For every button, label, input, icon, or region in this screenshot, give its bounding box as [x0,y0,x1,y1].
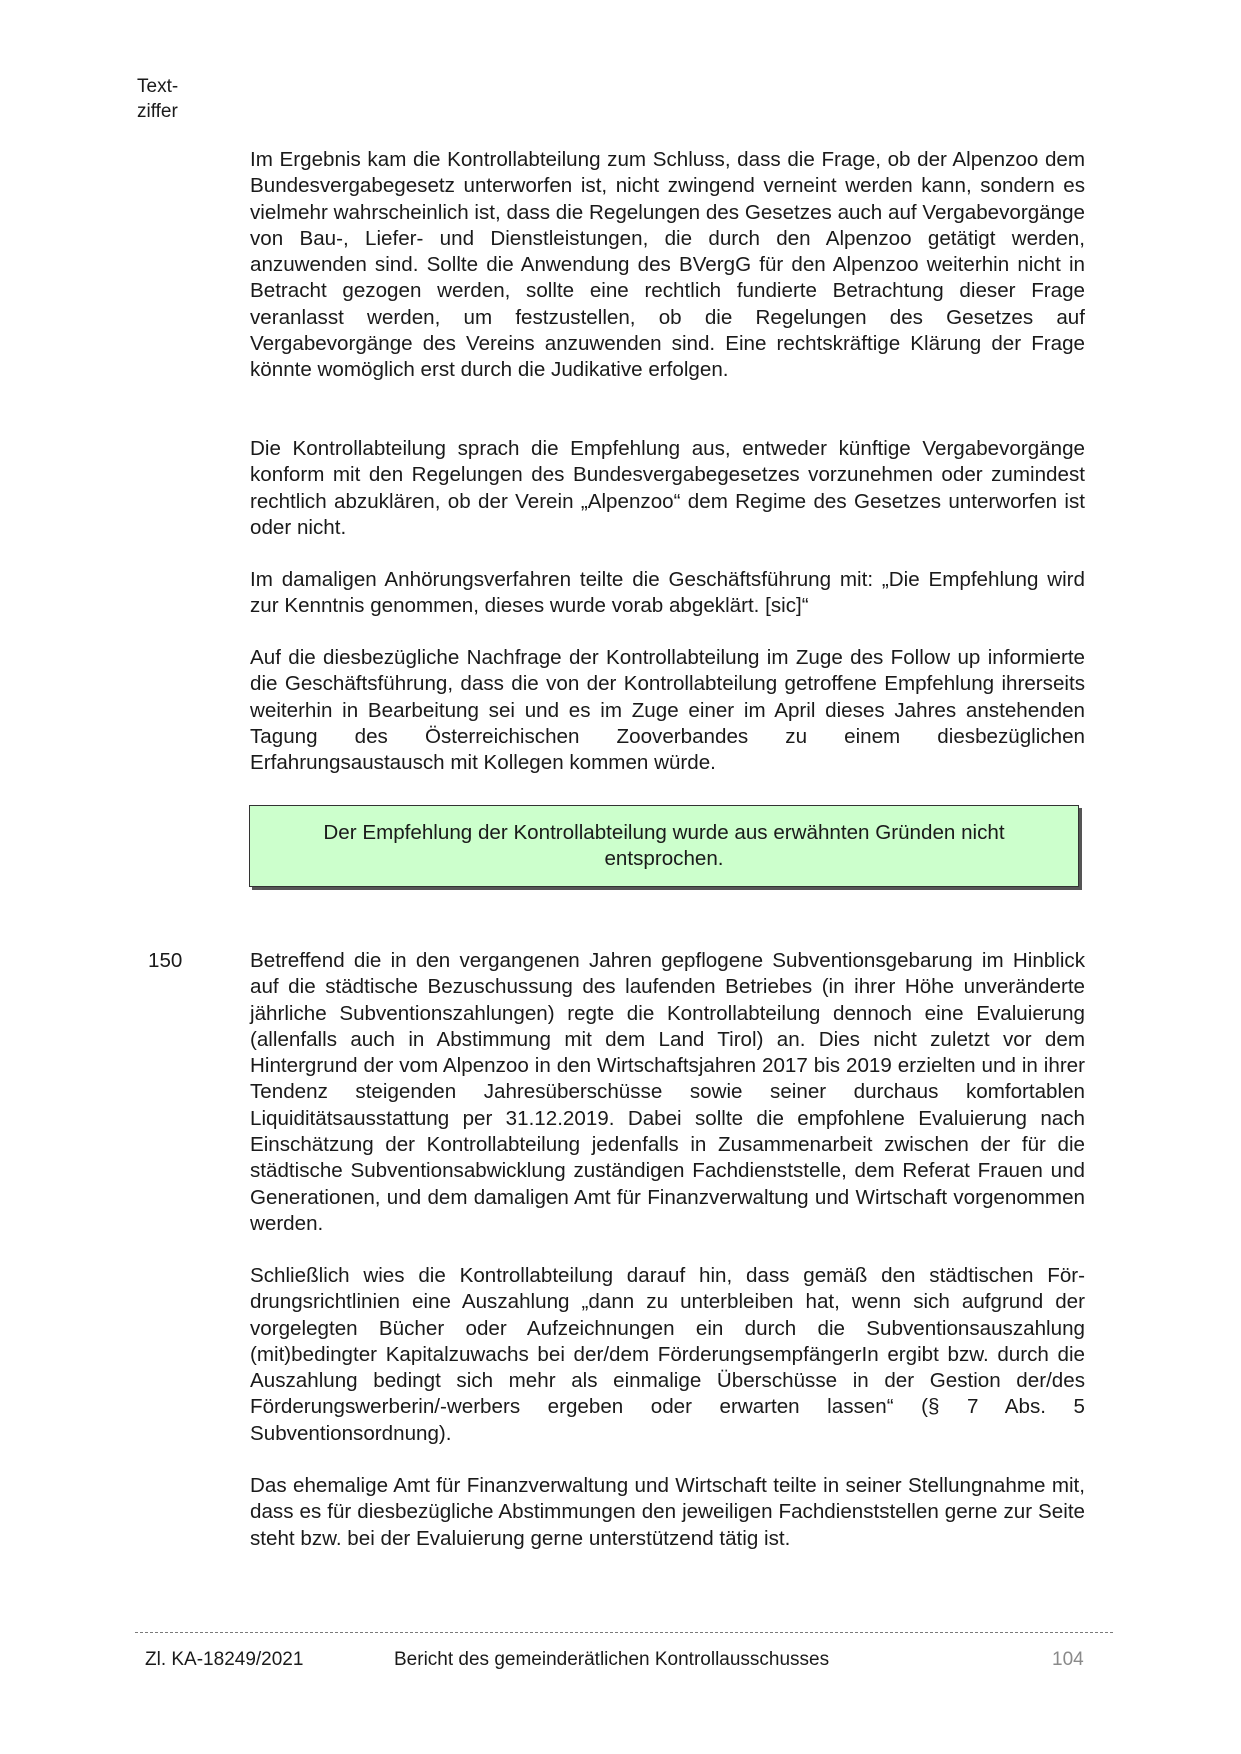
margin-label-textziffer [137,74,217,124]
footer-page-number: 104 [1052,1649,1084,1670]
paragraph-text: Die Kontrollabteilung sprach die Empfehlung aus, entweder künftige Vergabevorgänge konform mit den Regelungen des Bundesvergabegesetzes vorzunehmen oder zumindest rechtlich abzuklären, ob der Verein „Alpenzoo“ dem Regime des Gesetzes unterworfen ist oder nicht. [250,437,1085,539]
recommendation-result-box [249,805,1079,887]
recommendation-result-text: Der Empfehlung der Kontrollabteilung wurde aus erwähnten Gründen nicht entsprochen. [323,820,1005,870]
footer-reference: Zl. KA-18249/2021 [145,1649,304,1670]
margin-label-line-1: Text- [137,76,179,97]
paragraph-text: Auf die diesbezügliche Nachfrage der Kontrollabteilung im Zuge des Follow up informierte die Geschäftsführung, dass die von der Kontrollabteilung getroffene Empfehlung ihrerseits weiterhin in Bearbeitung sei und es im Zuge einer im April dieses Jahres anstehenden Tagung des Österreichischen Zooverbandes zu einem diesbezüglichen Erfahrungsaustausch mit Kollegen kommen würde. [250,646,1085,775]
paragraph-text: Im Ergebnis kam die Kontrollabteilung zum Schluss, dass die Frage, ob der Alpenzoo dem Bundesvergabegesetz unterworfen ist, nicht zwingend verneint werden kann, sondern es vielmehr wahrscheinlich ist, dass die Regelungen des Gesetzes auch auf Vergabevorgänge von Bau-, Liefer- und Dienstleistungen, die durch den Alpenzoo getätigt werden, anzuwenden sind. Sollte die Anwendung des BVergG für den Alpenzoo weiterhin nicht in Betracht gezogen werden, sollte eine rechtlich fundierte Betrachtung dieser Frage veranlasst werden, um festzustellen, ob die Regelungen des Gesetzes auf Vergabevorgänge des Vereins anzuwenden sind. Eine rechtskräftige Klärung der Frage könnte womöglich erst durch die Judikative erfolgen. [250,148,1085,382]
paragraph-text: Das ehemalige Amt für Finanzverwaltung und Wirtschaft teilte in seiner Stellungnahme mit, dass es für diesbezügliche Abstimmungen den jeweiligen Fachdienststellen gerne zur Seite steht bzw. bei der Evaluierung gerne unterstützend tätig ist. [250,1474,1085,1550]
paragraph-text: Betreffend die in den vergangenen Jahren gepflogene Subventionsgebarung im Hinblick auf die städtische Bezuschussung des laufenden Betriebes (in ihrer Höhe unveränderte jährliche Subventionszahlungen) regte die Kontrollabteilung dennoch eine Evaluierung (allenfalls auch in Abstimmung mit dem Land Tirol) an. Dies nicht zuletzt vor dem Hintergrund der vom Alpenzoo in den Wirtschaftsjahren 2017 bis 2019 erzielten und in ihrer Tendenz steigenden Jahresüberschüsse sowie seiner durchaus komfortablen Liquiditätsausstattung per 31.12.2019. Dabei sollte die empfohlene Evaluierung nach Einschätzung der Kontrollabteilung jedenfalls in Zusammenarbeit zwischen der für die städtische Subventionsabwicklung zuständigen Fachdienststelle, dem Referat Frauen und Generationen, und dem damaligen Amt für Finanzverwaltung und Wirtschaft vorgenommen werden. [250,949,1085,1235]
footer-divider [135,1632,1113,1633]
paragraph-hearing-procedure [250,567,1085,620]
paragraph-follow-up [250,645,1085,776]
paragraph-text: Schließlich wies die Kontrollabteilung darauf hin, dass gemäß den städtischen Fördrungsrichtlinien eine Auszahlung „dann zu unterbleiben hat, wenn sich aufgrund der vorgelegten Bücher oder Aufzeichnungen ein durch die Subventionsauszahlung (mit)bedingter Kapitalzuwachs bei der/dem FörderungsempfängerIn ergibt bzw. durch die Auszahlung bedingt sich mehr als einmalige Überschüsse in der Gestion der/des Förderungswerberin/-werbers ergeben oder erwarten lassen“ (§ 7 Abs. 5 Subventionsordnung). [250,1264,1085,1445]
paragraph-number: 150 [148,949,183,972]
paragraph-funding-guidelines [250,1263,1085,1447]
paragraph-subsidy-evaluation [250,948,1085,1237]
footer-report-title: Bericht des gemeinderätlichen Kontrollausschusses [394,1649,830,1670]
paragraph-text: Im damaligen Anhörungsverfahren teilte die Geschäftsführung mit: „Die Empfehlung wird zur Kenntnis genommen, dieses wurde vorab abgeklärt. [sic]“ [250,568,1085,618]
paragraph-conclusion [250,147,1085,384]
paragraph-finance-office-statement [250,1473,1085,1552]
paragraph-recommendation [250,436,1085,541]
margin-label-line-2: ziffer [137,101,178,122]
